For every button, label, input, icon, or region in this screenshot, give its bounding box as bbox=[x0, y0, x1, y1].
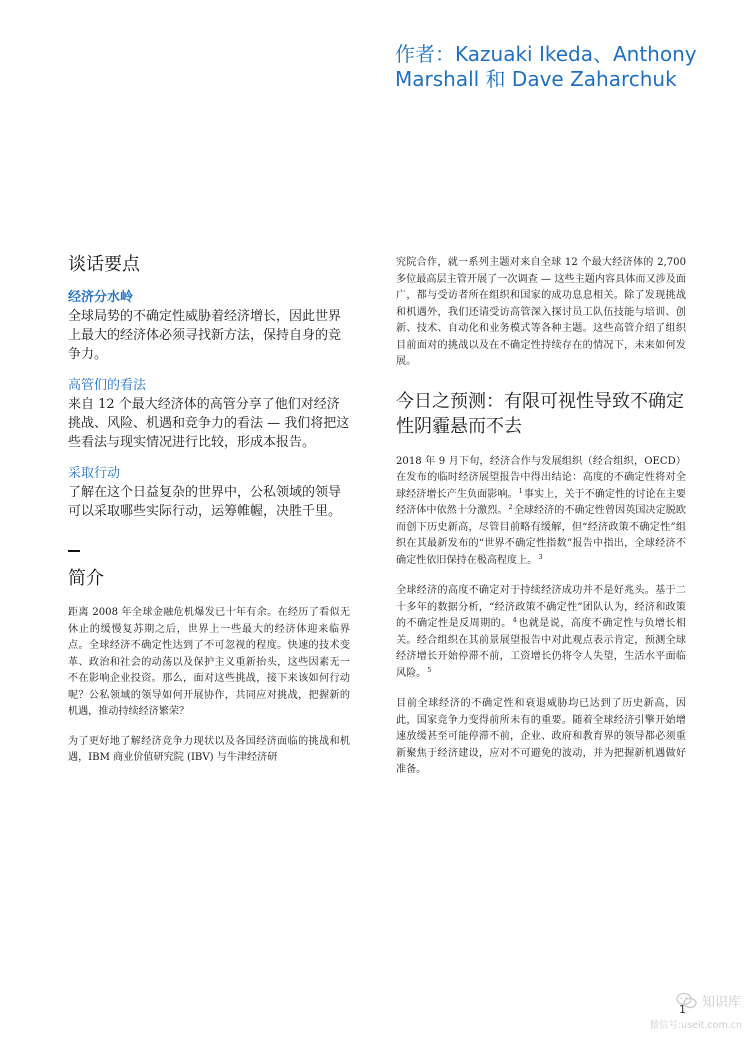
key-point-body: 全球局势的不确定性威胁着经济增长，因此世界上最大的经济体必须寻找新方法，保持自身的竞争力。 bbox=[68, 309, 342, 362]
text-run: 全球经济的高度不确定对于持续经济成功并不是好兆头。基于二十多年的数据分析，“经济政策不确定性”团队认为，经济和政策的不确定性是反周期的。 bbox=[396, 585, 686, 629]
key-point-economic-watershed bbox=[68, 289, 350, 364]
uncertainty-paragraph bbox=[396, 583, 686, 682]
intro-paragraph: 距离 2008 年全球金融危机爆发已十年有余。在经历了看似无休止的缓慢复苏期之后，世界上一些最大的经济体迎来临界点。全球经济不确定性达到了不可忽视的程度。快速的技术变革、政治和社会的动荡以及保护主义重新抬头，这些因素无一不在影响企业投资。那么，面对这些挑战，接下来该如何行动呢？公私领域的领导如何开展协作，共同应对挑战，把握新的机遇，推动持续经济繁荣？ bbox=[68, 607, 350, 717]
watermark-url: 微信号:useit.com.cn bbox=[649, 1020, 742, 1031]
footnote-ref: 5 bbox=[427, 665, 432, 674]
forecast-title: 今日之预测：有限可视性导致不确定性阴霾悬而不去 bbox=[396, 390, 684, 437]
competitiveness-paragraph: 目前全球经济的不确定性和衰退威胁均已达到了历史新高，因此，国家竞争力变得前所未有的重要。随着全球经济引擎开始增速放缓甚至可能停滞不前，企业、政府和教育界的领导都必须重新聚焦于经济建设，应对不可避免的波动，并为把握新机遇做好准备。 bbox=[396, 698, 686, 775]
key-point-title: 采取行动 bbox=[68, 466, 121, 481]
section-divider bbox=[68, 550, 80, 552]
key-point-take-action bbox=[68, 465, 350, 521]
key-point-executive-views bbox=[68, 377, 350, 452]
footnote-ref: 3 bbox=[538, 552, 543, 561]
footnote-ref: 4 bbox=[512, 616, 517, 624]
intro-title: 简介 bbox=[68, 568, 104, 589]
text-run: 也就是说，高度不确定性与负增长相关。经合组织在其前景展望报告中对此观点表示肯定，预测全球经济增长开始停滞不前，工资增长仍将令人失望，生活水平面临风险。 bbox=[396, 618, 687, 679]
page-number: 1 bbox=[679, 1003, 686, 1016]
key-point-body: 来自 12 个最大经济体的高管分享了他们对经济挑战、风险、机遇和竞争力的看法 — 我们将把这些看法与现实情况进行比较，形成本报告。 bbox=[68, 397, 350, 450]
left-column bbox=[68, 253, 350, 767]
key-point-body: 了解在这个日益复杂的世界中，公私领域的领导可以采取哪些实际行动，运筹帷幄，决胜千里。 bbox=[68, 485, 342, 519]
right-column bbox=[396, 255, 686, 779]
survey-paragraph: 究院合作，就一系列主题对来自全球 12 个最大经济体的 2,700 多位最高层主管开展了一次调查 — 这些主题内容具体而又涉及面广，都与受访者所在组织和国家的成功息息相关。除了发现挑战和机遇外，我们还请受访高管深入探讨员工队伍技能与培训、创新、技术、自动化和业务模式等各种主题。这些高管介绍了组织目前面对的挑战以及在不确定性持续存在的情况下，未来如何发展。 bbox=[396, 257, 686, 367]
text-run: 2018 年 9 月下旬，经济合作与发展组织（经合组织，OECD）在发布的临时经济展望报告中得出结论：高度的不确定性将对全球经济增长产生负面影响。 bbox=[396, 455, 686, 500]
text-run: 事实上，关于不确定性的讨论在主要经济体中依然十分激烈。 bbox=[396, 488, 687, 516]
key-points-title: 谈话要点 bbox=[68, 254, 140, 275]
intro-paragraph: 为了更好地了解经济竞争力现状以及各国经济面临的挑战和机遇，IBM 商业价值研究院 (IBV) 与牛津经济研 bbox=[68, 735, 350, 763]
footnote-ref: 2 bbox=[508, 503, 513, 511]
key-point-title: 经济分水岭 bbox=[68, 290, 134, 305]
key-point-title: 高管们的看法 bbox=[68, 378, 147, 393]
watermark-logo-text: 知识库 bbox=[701, 995, 741, 1010]
wechat-icon bbox=[676, 992, 698, 1014]
footnote-ref: 1 bbox=[518, 486, 523, 495]
forecast-paragraph bbox=[396, 454, 686, 570]
text-run: 全球经济的不确定性曾因英国决定脱欧而创下历史新高，尽管目前略有缓解，但“经济政策不确定性”组织在其最新发布的“世界不确定性指数”报告中指出，全球经济不确定性依旧保持在极高程度上。 bbox=[396, 505, 686, 566]
watermark-logo bbox=[651, 991, 741, 1013]
author-byline: 作者：Kazuaki Ikeda、Anthony Marshall 和 Dave Zaharchuk bbox=[395, 42, 697, 91]
